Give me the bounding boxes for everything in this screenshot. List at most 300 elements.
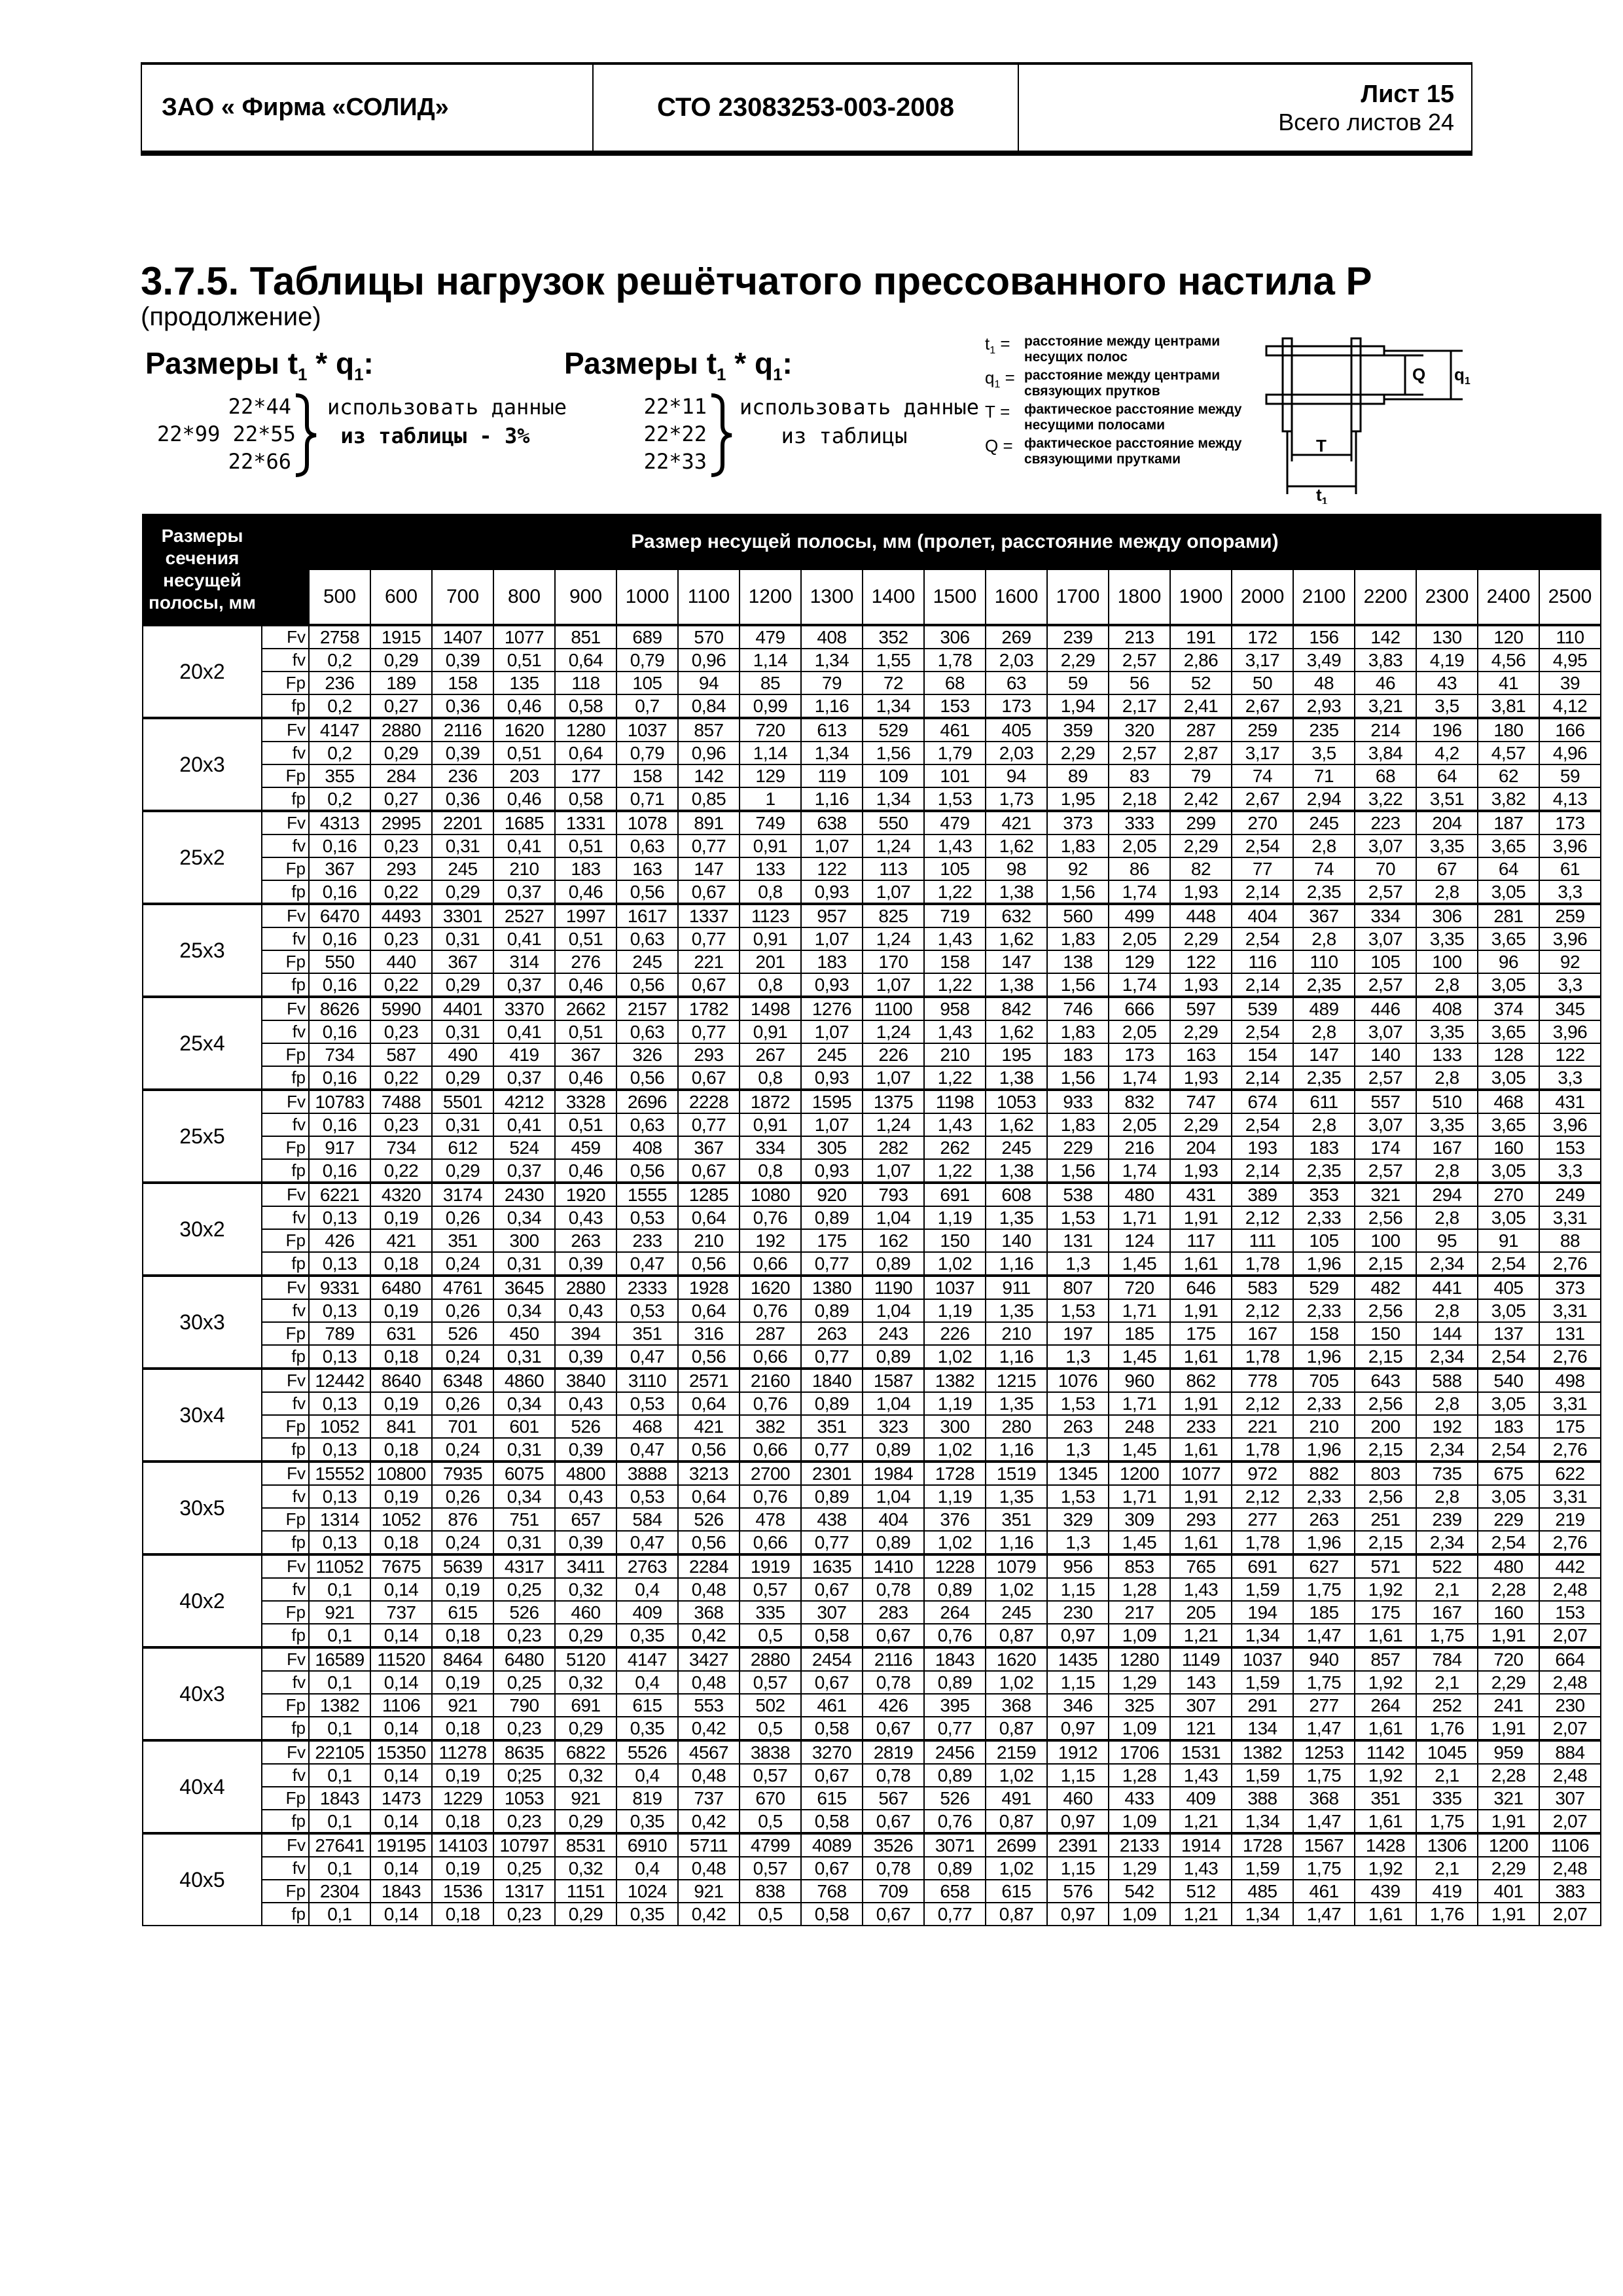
table-cell: 0,42	[678, 1903, 740, 1926]
table-cell: 1,74	[1109, 1066, 1170, 1090]
table-cell: 3526	[863, 1833, 924, 1857]
row-symbol: fv	[262, 1299, 309, 1322]
table-cell: 0,4	[616, 1764, 678, 1787]
table-cell: 306	[924, 625, 986, 649]
table-cell: 307	[801, 1601, 863, 1624]
table-cell: 3,07	[1355, 927, 1416, 950]
table-cell: 280	[986, 1415, 1047, 1438]
table-row	[143, 927, 1601, 950]
table-row	[143, 1787, 1601, 1810]
legend-item: $t_1$ = расстояние между центрами несущих полос	[985, 334, 1221, 365]
table-cell: 2228	[678, 1090, 740, 1113]
table-cell: 140	[1355, 1043, 1416, 1066]
table-cell: 4800	[555, 1462, 616, 1485]
table-cell: 374	[1478, 997, 1539, 1020]
row-symbol: fv	[262, 1857, 309, 1880]
table-cell: 0,1	[309, 1810, 370, 1833]
table-cell: 1,62	[986, 927, 1047, 950]
table-cell: 784	[1416, 1647, 1478, 1671]
table-cell: 1080	[740, 1183, 801, 1206]
table-cell: 0,67	[801, 1764, 863, 1787]
table-cell: 0,26	[432, 1299, 493, 1322]
table-cell: 709	[863, 1880, 924, 1903]
table-cell: 352	[863, 625, 924, 649]
table-cell: 134	[1232, 1717, 1293, 1740]
table-cell: 1685	[493, 811, 555, 834]
table-cell: 1052	[309, 1415, 370, 1438]
table-cell: 210	[986, 1322, 1047, 1345]
table-cell: 1,71	[1109, 1299, 1170, 1322]
table-cell: 252	[1416, 1694, 1478, 1717]
table-cell: 426	[309, 1229, 370, 1252]
table-row	[143, 1508, 1601, 1531]
table-cell: 1,09	[1109, 1624, 1170, 1647]
table-cell: 643	[1355, 1369, 1416, 1392]
table-cell: 0,46	[493, 787, 555, 811]
table-cell: 1037	[1232, 1647, 1293, 1671]
table-cell: 0,14	[370, 1857, 432, 1880]
table-cell: 1,38	[986, 1159, 1047, 1183]
table-cell: 0,93	[801, 1159, 863, 1183]
row-symbol: Fv	[262, 1647, 309, 1671]
table-cell: 719	[924, 904, 986, 927]
row-symbol: Fv	[262, 1740, 309, 1764]
table-cell: 0,4	[616, 1671, 678, 1694]
table-cell: 3,31	[1539, 1299, 1601, 1322]
column-header: 2100	[1293, 569, 1355, 625]
table-cell: 0,91	[740, 834, 801, 857]
sizes-right-title: Размеры $t_1 * q_1$:	[564, 346, 793, 385]
table-cell: 1,79	[924, 742, 986, 764]
table-row	[143, 811, 1601, 834]
table-cell: 1,75	[1293, 1578, 1355, 1601]
table-cell: 0,31	[432, 1020, 493, 1043]
table-cell: 2,54	[1478, 1438, 1539, 1462]
table-cell: 7675	[370, 1554, 432, 1578]
table-cell: 3,31	[1539, 1392, 1601, 1415]
table-cell: 1,56	[1047, 1159, 1109, 1183]
table-cell: 737	[370, 1601, 432, 1624]
column-header: 1300	[801, 569, 863, 625]
table-cell: 450	[493, 1322, 555, 1345]
table-cell: 601	[493, 1415, 555, 1438]
table-cell: 1519	[986, 1462, 1047, 1485]
table-cell: 2,48	[1539, 1857, 1601, 1880]
table-cell: 335	[740, 1601, 801, 1624]
legend-item: $q_1$ = расстояние между центрами связующих прутков	[985, 368, 1221, 399]
table-cell: 2,15	[1355, 1345, 1416, 1369]
table-cell: 0,87	[986, 1717, 1047, 1740]
table-cell: 1,61	[1170, 1438, 1232, 1462]
table-cell: 1100	[863, 997, 924, 1020]
table-cell: 367	[678, 1136, 740, 1159]
table-cell: 0,46	[555, 1066, 616, 1090]
table-cell: 323	[863, 1415, 924, 1438]
table-cell: 333	[1109, 811, 1170, 834]
table-cell: 0,76	[740, 1206, 801, 1229]
table-cell: 167	[1416, 1601, 1478, 1624]
table-cell: 1,16	[986, 1438, 1047, 1462]
table-cell: 1,93	[1170, 1066, 1232, 1090]
table-cell: 259	[1539, 904, 1601, 927]
table-cell: 646	[1170, 1276, 1232, 1299]
table-cell: 1,02	[986, 1671, 1047, 1694]
table-cell: 226	[863, 1043, 924, 1066]
table-cell: 2,54	[1478, 1252, 1539, 1276]
table-cell: 2,34	[1416, 1345, 1478, 1369]
table-cell: 2,76	[1539, 1345, 1601, 1369]
sizes-right-list: 22*11 22*22 22*33	[643, 394, 707, 474]
table-cell: 2,54	[1478, 1531, 1539, 1554]
section-size: 30x2	[143, 1183, 262, 1276]
section-size: 40x5	[143, 1833, 262, 1926]
table-cell: 615	[986, 1880, 1047, 1903]
table-cell: 1,34	[863, 694, 924, 718]
table-cell: 131	[1047, 1229, 1109, 1252]
table-cell: 0,18	[370, 1531, 432, 1554]
table-cell: 19195	[370, 1833, 432, 1857]
table-cell: 2,34	[1416, 1438, 1478, 1462]
table-cell: 0,58	[801, 1903, 863, 1926]
table-cell: 1052	[370, 1508, 432, 1531]
table-cell: 0,23	[493, 1624, 555, 1647]
table-cell: 2,29	[1047, 742, 1109, 764]
table-cell: 0,53	[616, 1392, 678, 1415]
table-cell: 2304	[309, 1880, 370, 1903]
table-cell: 243	[863, 1322, 924, 1345]
table-cell: 0,16	[309, 834, 370, 857]
table-cell: 658	[924, 1880, 986, 1903]
table-cell: 0,42	[678, 1810, 740, 1833]
table-cell: 3,96	[1539, 1020, 1601, 1043]
column-header-row	[143, 569, 1601, 625]
table-cell: 3,05	[1478, 1206, 1539, 1229]
table-cell: 351	[986, 1508, 1047, 1531]
sheet-number: Лист 15	[1361, 80, 1454, 108]
table-cell: 11520	[370, 1647, 432, 1671]
table-cell: 737	[678, 1787, 740, 1810]
table-cell: 2,57	[1355, 1066, 1416, 1090]
table-cell: 173	[986, 694, 1047, 718]
table-cell: 0,89	[924, 1578, 986, 1601]
table-cell: 3,81	[1478, 694, 1539, 718]
table-cell: 2,12	[1232, 1299, 1293, 1322]
table-cell: 373	[1539, 1276, 1601, 1299]
table-cell: 0,78	[863, 1857, 924, 1880]
table-cell: 0,56	[616, 1159, 678, 1183]
table-cell: 0,1	[309, 1903, 370, 1926]
table-cell: 940	[1293, 1647, 1355, 1671]
table-cell: 382	[740, 1415, 801, 1438]
table-cell: 4493	[370, 904, 432, 927]
table-cell: 0,22	[370, 880, 432, 904]
table-cell: 263	[1293, 1508, 1355, 1531]
table-cell: 0,18	[432, 1624, 493, 1647]
table-cell: 3328	[555, 1090, 616, 1113]
table-cell: 150	[1355, 1322, 1416, 1345]
table-cell: 160	[1478, 1601, 1539, 1624]
table-cell: 2,34	[1416, 1531, 1478, 1554]
table-cell: 0,53	[616, 1206, 678, 1229]
table-cell: 118	[555, 672, 616, 694]
table-cell: 819	[616, 1787, 678, 1810]
table-cell: 2,29	[1047, 649, 1109, 672]
table-cell: 0,5	[740, 1903, 801, 1926]
table-cell: 1,75	[1293, 1857, 1355, 1880]
table-cell: 5711	[678, 1833, 740, 1857]
table-cell: 142	[678, 764, 740, 787]
table-cell: 2,07	[1539, 1903, 1601, 1926]
table-cell: 0,97	[1047, 1717, 1109, 1740]
table-cell: 0,1	[309, 1717, 370, 1740]
table-cell: 183	[1047, 1043, 1109, 1066]
section-size: 40x4	[143, 1740, 262, 1833]
section-size: 20x3	[143, 718, 262, 811]
table-cell: 0,39	[432, 742, 493, 764]
table-cell: 3,35	[1416, 927, 1478, 950]
table-cell: 0,29	[555, 1717, 616, 1740]
table-cell: 1,61	[1355, 1624, 1416, 1647]
table-cell: 1,09	[1109, 1810, 1170, 1833]
table-cell: 0,23	[370, 927, 432, 950]
table-cell: 326	[616, 1043, 678, 1066]
table-cell: 567	[863, 1787, 924, 1810]
table-cell: 1077	[1170, 1462, 1232, 1485]
table-cell: 10800	[370, 1462, 432, 1485]
table-cell: 3,07	[1355, 1113, 1416, 1136]
table-cell: 1382	[309, 1694, 370, 1717]
table-cell: 346	[1047, 1694, 1109, 1717]
table-cell: 2,17	[1109, 694, 1170, 718]
table-cell: 39	[1539, 672, 1601, 694]
table-cell: 2,93	[1293, 694, 1355, 718]
fig-label-t: T	[1316, 436, 1327, 456]
row-symbol: Fp	[262, 1229, 309, 1252]
table-cell: 3,3	[1539, 1066, 1601, 1090]
table-cell: 1,59	[1232, 1764, 1293, 1787]
table-cell: 5501	[432, 1090, 493, 1113]
table-cell: 1,71	[1109, 1392, 1170, 1415]
table-cell: 2,87	[1170, 742, 1232, 764]
table-cell: 0,87	[986, 1624, 1047, 1647]
table-cell: 0,42	[678, 1717, 740, 1740]
table-cell: 2,14	[1232, 1066, 1293, 1090]
table-cell: 276	[555, 950, 616, 973]
table-cell: 615	[616, 1694, 678, 1717]
row-symbol: fv	[262, 1392, 309, 1415]
table-cell: 105	[1293, 1229, 1355, 1252]
table-cell: 0,19	[432, 1764, 493, 1787]
table-cell: 921	[432, 1694, 493, 1717]
table-cell: 183	[1293, 1136, 1355, 1159]
table-row	[143, 672, 1601, 694]
table-row	[143, 973, 1601, 997]
fig-label-t1: $t_1$	[1316, 485, 1328, 504]
table-cell: 0,35	[616, 1810, 678, 1833]
table-row	[143, 764, 1601, 787]
table-cell: 3427	[678, 1647, 740, 1671]
table-cell: 0,23	[370, 834, 432, 857]
table-cell: 3,83	[1355, 649, 1416, 672]
table-cell: 2,8	[1293, 927, 1355, 950]
table-cell: 597	[1170, 997, 1232, 1020]
table-cell: 3,31	[1539, 1206, 1601, 1229]
table-cell: 2,54	[1232, 1113, 1293, 1136]
table-cell: 309	[1109, 1508, 1170, 1531]
table-cell: 526	[493, 1601, 555, 1624]
table-cell: 0,5	[740, 1717, 801, 1740]
table-cell: 64	[1416, 764, 1478, 787]
table-cell: 0,71	[616, 787, 678, 811]
table-cell: 291	[1232, 1694, 1293, 1717]
table-cell: 3,05	[1478, 880, 1539, 904]
table-cell: 1382	[924, 1369, 986, 1392]
table-cell: 144	[1416, 1322, 1478, 1345]
table-cell: 0,13	[309, 1485, 370, 1508]
table-cell: 876	[432, 1508, 493, 1531]
table-cell: 2,42	[1170, 787, 1232, 811]
table-cell: 1,74	[1109, 1159, 1170, 1183]
table-cell: 383	[1539, 1880, 1601, 1903]
table-cell: 1843	[370, 1880, 432, 1903]
table-cell: 862	[1170, 1369, 1232, 1392]
table-cell: 2,57	[1355, 880, 1416, 904]
table-cell: 1,07	[801, 1113, 863, 1136]
table-cell: 221	[1232, 1415, 1293, 1438]
table-cell: 1,07	[863, 880, 924, 904]
table-cell: 6075	[493, 1462, 555, 1485]
table-cell: 1,45	[1109, 1531, 1170, 1554]
table-cell: 670	[740, 1787, 801, 1810]
table-cell: 0,89	[924, 1671, 986, 1694]
table-cell: 163	[616, 857, 678, 880]
table-cell: 0,35	[616, 1903, 678, 1926]
table-cell: 0,77	[801, 1345, 863, 1369]
table-cell: 6470	[309, 904, 370, 927]
table-cell: 1,07	[801, 1020, 863, 1043]
table-cell: 853	[1109, 1554, 1170, 1578]
table-cell: 2,14	[1232, 880, 1293, 904]
table-cell: 1024	[616, 1880, 678, 1903]
table-cell: 608	[986, 1183, 1047, 1206]
table-cell: 0,47	[616, 1252, 678, 1276]
table-cell: 1,91	[1478, 1903, 1539, 1926]
row-symbol: fv	[262, 927, 309, 950]
table-cell: 1228	[924, 1554, 986, 1578]
table-cell: 1,07	[863, 973, 924, 997]
table-cell: 22105	[309, 1740, 370, 1764]
table-cell: 101	[924, 764, 986, 787]
table-cell: 409	[616, 1601, 678, 1624]
table-cell: 8626	[309, 997, 370, 1020]
table-cell: 1,61	[1170, 1531, 1232, 1554]
table-cell: 1,73	[986, 787, 1047, 811]
table-row	[143, 649, 1601, 672]
table-cell: 0,93	[801, 880, 863, 904]
table-cell: 461	[1293, 1880, 1355, 1903]
table-cell: 0,56	[678, 1438, 740, 1462]
table-cell: 229	[1478, 1508, 1539, 1531]
table-cell: 287	[740, 1322, 801, 1345]
table-cell: 1380	[801, 1276, 863, 1299]
table-cell: 3,82	[1478, 787, 1539, 811]
table-cell: 1,96	[1293, 1345, 1355, 1369]
section-size: 25x2	[143, 811, 262, 904]
table-cell: 2,34	[1416, 1252, 1478, 1276]
table-cell: 0,93	[801, 973, 863, 997]
table-cell: 1106	[370, 1694, 432, 1717]
table-cell: 421	[986, 811, 1047, 834]
table-cell: 2,56	[1355, 1299, 1416, 1322]
table-cell: 1,28	[1109, 1578, 1170, 1601]
table-cell: 46	[1355, 672, 1416, 694]
table-cell: 0,27	[370, 787, 432, 811]
table-cell: 3,35	[1416, 1020, 1478, 1043]
table-cell: 440	[370, 950, 432, 973]
table-cell: 353	[1293, 1183, 1355, 1206]
table-cell: 0,39	[555, 1345, 616, 1369]
table-cell: 1407	[432, 625, 493, 649]
table-cell: 0,87	[986, 1903, 1047, 1926]
table-cell: 172	[1232, 625, 1293, 649]
table-cell: 158	[924, 950, 986, 973]
table-row	[143, 1020, 1601, 1043]
column-header: 2400	[1478, 569, 1539, 625]
row-symbol: fp	[262, 1252, 309, 1276]
table-cell: 3213	[678, 1462, 740, 1485]
table-cell: 2,8	[1416, 880, 1478, 904]
table-cell: 62	[1478, 764, 1539, 787]
table-cell: 2430	[493, 1183, 555, 1206]
table-cell: 219	[1539, 1508, 1601, 1531]
table-cell: 0,18	[432, 1810, 493, 1833]
table-cell: 0,24	[432, 1438, 493, 1462]
row-symbol: fv	[262, 742, 309, 764]
table-cell: 401	[1478, 1880, 1539, 1903]
table-cell: 3,31	[1539, 1485, 1601, 1508]
table-cell: 627	[1293, 1554, 1355, 1578]
table-cell: 1,91	[1170, 1299, 1232, 1322]
table-row	[143, 1740, 1601, 1764]
table-cell: 263	[555, 1229, 616, 1252]
table-cell: 4212	[493, 1090, 555, 1113]
table-cell: 195	[986, 1043, 1047, 1066]
column-header: 1500	[924, 569, 986, 625]
row-symbol: fp	[262, 1066, 309, 1090]
load-table	[142, 514, 1601, 1926]
table-cell: 1,15	[1047, 1764, 1109, 1787]
table-cell: 3,65	[1478, 1113, 1539, 1136]
table-cell: 0,37	[493, 1159, 555, 1183]
table-cell: 192	[740, 1229, 801, 1252]
table-cell: 2,14	[1232, 973, 1293, 997]
table-cell: 2456	[924, 1740, 986, 1764]
table-cell: 1,92	[1355, 1857, 1416, 1880]
table-cell: 4320	[370, 1183, 432, 1206]
table-cell: 825	[863, 904, 924, 927]
table-cell: 1,22	[924, 880, 986, 904]
table-cell: 2,41	[1170, 694, 1232, 718]
table-cell: 0,77	[678, 927, 740, 950]
table-cell: 2995	[370, 811, 432, 834]
table-cell: 2,12	[1232, 1392, 1293, 1415]
table-cell: 4567	[678, 1740, 740, 1764]
table-cell: 2,29	[1170, 834, 1232, 857]
table-cell: 2662	[555, 997, 616, 1020]
table-cell: 1106	[1539, 1833, 1601, 1857]
standard-code: СТО 23083253-003-2008	[594, 65, 1019, 151]
table-cell: 1,35	[986, 1206, 1047, 1229]
